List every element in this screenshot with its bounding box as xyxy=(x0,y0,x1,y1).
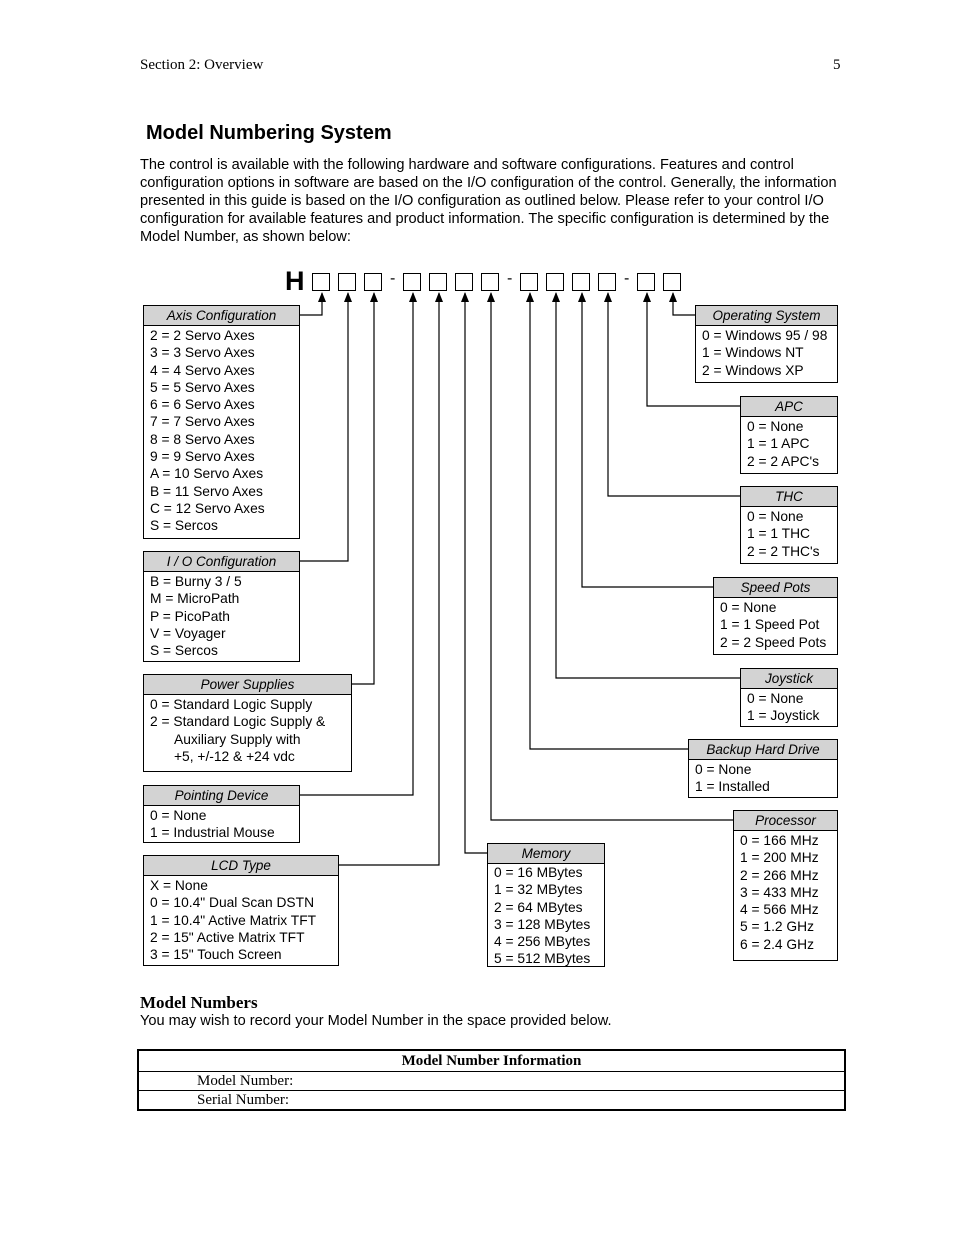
box-title: Axis Configuration xyxy=(144,306,299,326)
list-item: 2 = Windows XP xyxy=(702,362,804,378)
model-number-table xyxy=(137,1049,846,1111)
memory-box xyxy=(487,843,605,967)
list-item: 2 = Standard Logic Supply & xyxy=(150,714,326,730)
list-item: 1 = Windows NT xyxy=(702,345,804,361)
list-item: 2 = 2 Servo Axes xyxy=(150,328,255,343)
code-separator: - xyxy=(507,270,513,287)
speed-pots-box xyxy=(713,577,838,655)
connector-lcd xyxy=(339,293,439,865)
list-item: 0 = None xyxy=(747,509,804,524)
io-configuration-box xyxy=(143,551,300,662)
lcd-type-box xyxy=(143,855,339,966)
connector-power xyxy=(352,293,374,684)
box-title: LCD Type xyxy=(144,856,338,876)
box-title: THC xyxy=(741,487,837,507)
list-item: 2 = 15" Active Matrix TFT xyxy=(150,929,305,945)
list-item: 2 = 2 THC's xyxy=(747,543,820,559)
list-item: B = Burny 3 / 5 xyxy=(150,574,242,589)
list-item: 0 = 166 MHz xyxy=(740,833,819,848)
box-title: Memory xyxy=(488,844,604,864)
list-item: 3 = 128 MBytes xyxy=(494,916,591,932)
list-item: 1 = Installed xyxy=(695,779,770,795)
model-number-field[interactable]: Model Number: xyxy=(138,1072,845,1091)
box-title: Backup Hard Drive xyxy=(689,740,837,760)
connector-hdd xyxy=(530,293,688,749)
connector-memory xyxy=(465,293,487,853)
list-item: 1 = 1 THC xyxy=(747,526,811,542)
list-item: 0 = 16 MBytes xyxy=(494,865,583,880)
list-item: 5 = 5 Servo Axes xyxy=(150,379,255,395)
list-item: 3 = 15" Touch Screen xyxy=(150,947,282,963)
list-item: 0 = None xyxy=(695,762,752,777)
list-item: 0 = 10.4" Dual Scan DSTN xyxy=(150,895,315,911)
box-title: Pointing Device xyxy=(144,786,299,806)
list-item: 8 = 8 Servo Axes xyxy=(150,431,255,447)
list-item: 2 = 266 MHz xyxy=(740,867,819,883)
box-title: I / O Configuration xyxy=(144,552,299,572)
code-separator: - xyxy=(390,270,396,287)
code-separator: - xyxy=(624,270,630,287)
list-item: 1 = Industrial Mouse xyxy=(150,825,275,841)
pointing-device-box xyxy=(143,785,300,843)
list-item: 0 = Windows 95 / 98 xyxy=(702,328,828,343)
list-item: 3 = 3 Servo Axes xyxy=(150,345,255,361)
processor-box xyxy=(733,810,838,961)
list-item: X = None xyxy=(150,878,208,893)
page-title: Model Numbering System xyxy=(146,122,392,144)
box-title: Operating System xyxy=(696,306,837,326)
list-item: 4 = 256 MBytes xyxy=(494,934,591,950)
intro-paragraph: The control is available with the following hardware and software configurations. Features and control configuration options in software are based on the I/O configuration of the control. Generally, the information presented in this guide is based on the I/O configuration as outlined below. Please refer to your control I/O configuration for available features and product information. The specific configuration is determined by the Model Number, as shown below: xyxy=(140,157,837,245)
list-item: 2 = 64 MBytes xyxy=(494,899,583,915)
box-title: Speed Pots xyxy=(714,578,837,598)
list-item: +5, +/-12 & +24 vdc xyxy=(174,748,295,764)
box-title: Power Supplies xyxy=(144,675,351,695)
joystick-box xyxy=(740,668,838,727)
model-numbers-text: You may wish to record your Model Number in the space provided below. xyxy=(140,1013,612,1029)
list-item: 0 = None xyxy=(747,691,804,706)
operating-system-box xyxy=(695,305,838,383)
model-prefix: H xyxy=(285,266,305,296)
list-item: 2 = 2 APC's xyxy=(747,453,820,469)
list-item: S = Sercos xyxy=(150,643,218,659)
list-item: M = MicroPath xyxy=(150,591,240,607)
list-item: 0 = Standard Logic Supply xyxy=(150,697,313,712)
apc-box xyxy=(740,396,838,474)
list-item: 0 = None xyxy=(747,419,804,434)
serial-number-field[interactable]: Serial Number: xyxy=(138,1091,845,1111)
list-item: 1 = 1 APC xyxy=(747,436,810,452)
connector-os xyxy=(673,293,695,315)
page-number: 5 xyxy=(833,57,841,73)
list-item: 1 = 1 Speed Pot xyxy=(720,617,820,633)
list-item: 1 = 200 MHz xyxy=(740,850,819,866)
power-supplies-box xyxy=(143,674,352,772)
connector-io xyxy=(300,293,348,561)
list-item: 1 = Joystick xyxy=(747,708,820,724)
model-numbers-heading: Model Numbers xyxy=(140,993,258,1012)
thc-box xyxy=(740,486,838,564)
connector-axis xyxy=(300,293,322,315)
list-item: A = 10 Servo Axes xyxy=(150,466,264,482)
list-item: 1 = 32 MBytes xyxy=(494,882,583,898)
box-title: Processor xyxy=(734,811,837,831)
section-header: Section 2: Overview xyxy=(140,57,264,73)
list-item: 4 = 566 MHz xyxy=(740,902,819,918)
list-item: S = Sercos xyxy=(150,518,218,534)
backup-hard-drive-box xyxy=(688,739,838,798)
list-item: 7 = 7 Servo Axes xyxy=(150,414,255,430)
list-item: 1 = 10.4" Active Matrix TFT xyxy=(150,912,317,928)
list-item: B = 11 Servo Axes xyxy=(150,483,263,499)
table-title: Model Number Information xyxy=(138,1050,845,1072)
list-item: 0 = None xyxy=(150,808,207,823)
list-item: 6 = 2.4 GHz xyxy=(740,936,815,952)
list-item: V = Voyager xyxy=(150,625,226,641)
list-item: 3 = 433 MHz xyxy=(740,884,819,900)
list-item: P = PicoPath xyxy=(150,608,230,624)
list-item: 9 = 9 Servo Axes xyxy=(150,449,255,465)
list-item: C = 12 Servo Axes xyxy=(150,500,265,516)
list-item: 5 = 1.2 GHz xyxy=(740,919,815,935)
list-item: 2 = 2 Speed Pots xyxy=(720,634,827,650)
box-title: APC xyxy=(741,397,837,417)
list-item: 5 = 512 MBytes xyxy=(494,951,591,967)
list-item: 6 = 6 Servo Axes xyxy=(150,397,255,413)
list-item: 0 = None xyxy=(720,600,777,615)
list-item: 4 = 4 Servo Axes xyxy=(150,362,255,378)
box-title: Joystick xyxy=(741,669,837,689)
list-item: Auxiliary Supply with xyxy=(174,731,301,747)
axis-configuration-box xyxy=(143,305,300,539)
